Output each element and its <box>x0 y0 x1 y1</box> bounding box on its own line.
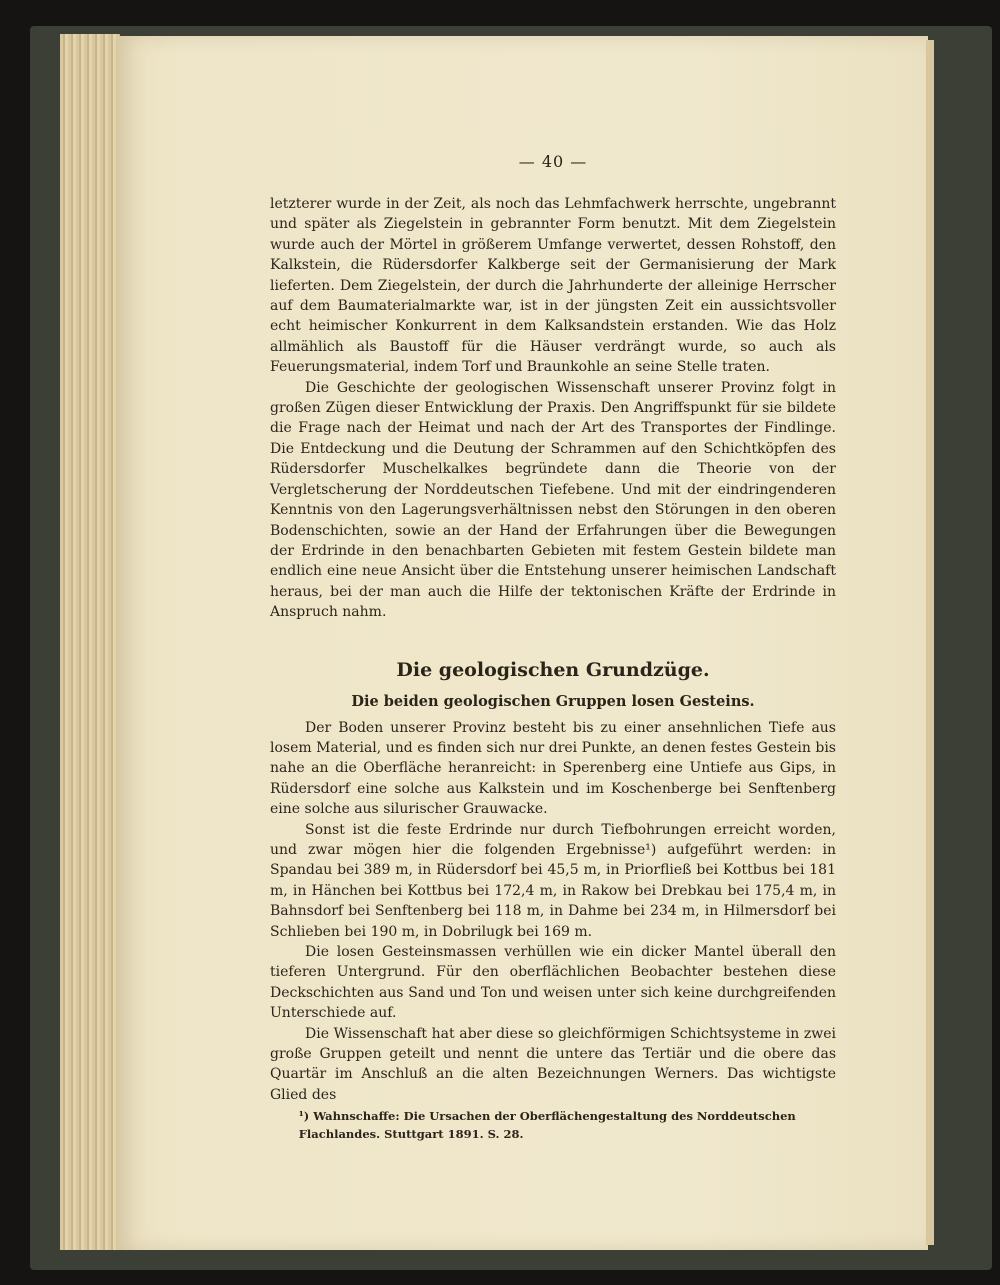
paragraph: Sonst ist die feste Erdrinde nur durch Tiefbohrungen erreicht worden, und zwar mögen hier die folgenden Ergebnisse¹) aufgeführt werden: in Spandau bei 389 m, in Rüdersdorf bei 45,5 m, in Priorfließ bei Kottbus bei 181 m, in Hänchen bei Kottbus bei 172,4 m, in Rakow bei Drebkau bei 175,4 m, in Bahnsdorf bei Senftenberg bei 118 m, in Dahme bei 234 m, in Hilmersdorf bei Schlieben bei 190 m, in Dobrilugk bei 169 m. <box>270 821 836 940</box>
page-right-edge <box>926 40 934 1245</box>
paragraph: Die Wissenschaft hat aber diese so gleichförmigen Schichtsysteme in zwei große Gruppen geteilt und nennt die untere das Tertiär und die obere das Quartär im Anschluß an die alten Bezeichnungen Werners. Das wichtigste Glied des <box>270 1025 836 1103</box>
section-heading: Die geologischen Grundzüge. <box>396 658 710 681</box>
top-section <box>270 194 836 623</box>
paragraph: Die losen Gesteinsmassen verhüllen wie ein dicker Mantel überall den tieferen Untergrund. Für den oberflächlichen Beobachter bestehen diese Deckschichten aus Sand und Ton und weisen unter sich keine durchgreifenden Unterschiede auf. <box>270 944 836 1022</box>
page-edges <box>60 34 120 1250</box>
paragraph: Die Geschichte der geologischen Wissenschaft unserer Provinz folgt in großen Zügen dieser Entwicklung der Praxis. Den Angriffspunkt für sie bildete die Frage nach der Heimat und nach der Art des Transportes der Findlinge. Die Entdeckung und die Deutung der Schrammen auf den Schichtköpfen des Rüdersdorfer Muschelkalkes begründete dann die Theorie von der Vergletscherung der Norddeutschen Tiefebene. Und mit der eindringenderen Kenntnis von den Lagerungsverhältnissen nebst den Störungen in den oberen Bodenschichten, sowie an der Hand der Erfahrungen über die Bewegungen der Erdrinde in den benachbarten Gebieten mit festem Gestein bildete man endlich eine neue Ansicht über die Entstehung unserer heimischen Landschaft heraus, bei der man auch die Hilfe der tektonischen Kräfte der Erdrinde in Anspruch nahm. <box>270 379 836 621</box>
footnote: ¹) Wahnschaffe: Die Ursachen der Oberflächengestaltung des Norddeutschen Flachlandes. Stuttgart 1891. S. 28. <box>298 1109 796 1142</box>
page-number: — 40 — <box>518 152 588 171</box>
page-text <box>270 152 836 1143</box>
paragraph: letzterer wurde in der Zeit, als noch das Lehmfachwerk herrschte, ungebrannt und später als Ziegelstein in gebrannter Form benutzt. Mit dem Ziegelstein wurde auch der Mörtel in größerem Umfange verwertet, dessen Rohstoff, den Kalkstein, die Rüdersdorfer Kalkberge seit der Germanisierung der Mark lieferten. Dem Ziegelstein, der durch die Jahrhunderte der alleinige Herrscher auf dem Baumaterialmarkte war, ist in der jüngsten Zeit ein aussichtsvoller echt heimischer Konkurrent in dem Kalksandstein erstanden. Wie das Holz allmählich als Baustoff für die Häuser verdrängt wurde, so auch als Feuerungsmaterial, indem Torf und Braunkohle an seine Stelle traten. <box>270 196 836 376</box>
section-subheading: Die beiden geologischen Gruppen losen Gesteins. <box>351 692 755 710</box>
bottom-section <box>270 718 836 1106</box>
paragraph: Der Boden unserer Provinz besteht bis zu einer ansehnlichen Tiefe aus losem Material, und es finden sich nur drei Punkte, an denen festes Gestein bis nahe an die Oberfläche heranreicht: in Sperenberg eine Untiefe aus Gips, in Rüdersdorf eine solche aus Kalkstein und im Koschenberge bei Senftenberg eine solche aus silurischer Grauwacke. <box>270 719 836 818</box>
